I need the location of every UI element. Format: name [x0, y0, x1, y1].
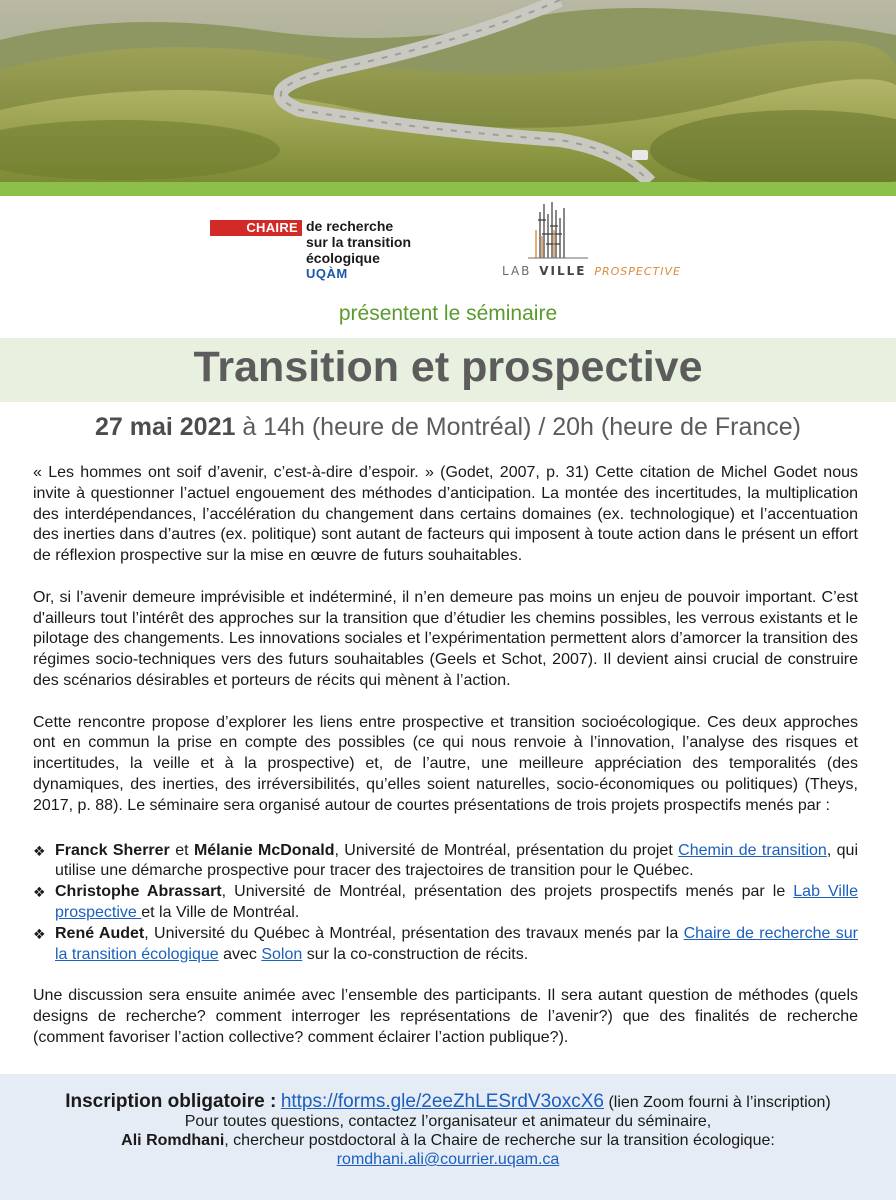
speaker3-text2: avec	[218, 945, 262, 963]
landscape-road-image	[0, 0, 896, 182]
speaker2-text2: et la Ville de Montréal.	[141, 903, 300, 921]
chaire-logo-text	[306, 218, 411, 266]
speaker1-text2: , qui utilise une démarche prospective pour tracer des trajectoires de transition pour le Québec.	[55, 841, 859, 880]
organizer-name: Ali Romdhani	[121, 1132, 225, 1149]
contact-line: Pour toutes questions, contactez l’organisateur et animateur du séminaire,	[184, 1113, 712, 1130]
diamond-bullet-icon: ❖	[33, 925, 46, 942]
hero-banner	[0, 0, 896, 182]
registration-info	[0, 1092, 896, 1169]
email-line	[0, 1150, 896, 1169]
speaker2-text1: , Université de Montréal, présentation des projets prospectifs menés par le	[221, 883, 794, 901]
speaker3-text1: , Université du Québec à Montréal, présentation des travaux menés par la	[144, 924, 684, 942]
organizer-role: , chercheur postdoctoral à la Chaire de recherche sur la transition écologique:	[224, 1132, 775, 1149]
diamond-bullet-icon: ❖	[33, 884, 46, 901]
prospective-word: PROSPECTIVE	[594, 265, 681, 278]
city-skyline-icon	[502, 200, 692, 260]
lab-logo-wordmark	[502, 264, 681, 278]
solon-link[interactable]: Solon	[261, 945, 303, 963]
uqam-wordmark: UQÀM	[306, 266, 348, 281]
inscription-url-link[interactable]: https://forms.gle/2eeZhLESrdV3oxcX6	[280, 1091, 604, 1112]
organizer-line	[0, 1131, 896, 1150]
speaker3-text3: sur la co-construction de récits.	[302, 945, 529, 963]
speaker1-and: et	[169, 841, 194, 859]
speaker-item-abrassart	[33, 882, 858, 924]
inscription-note: (lien Zoom fourni à l’inscription)	[608, 1094, 831, 1111]
seminar-datetime	[0, 413, 896, 442]
ville-word: VILLE	[539, 264, 587, 278]
chaire-line-2: sur la transition	[306, 234, 412, 250]
seminar-description	[33, 463, 858, 1069]
inscription-line	[0, 1092, 896, 1112]
chaire-red-block	[210, 220, 302, 236]
presents-subtitle: présentent le séminaire	[338, 302, 558, 325]
paragraph-1: « Les hommes ont soif d’avenir, c’est-à-dire d’espoir. » (Godet, 2007, p. 31) Cette citation de Michel Godet nous invite à questionner l’actuel engouement des méthodes d’anticipation. La montée des incertitudes, la multiplication des interdépendances, l’accélération du changement dans certains domaines (ex. technologique) et l’accentuation des inerties dans d’autres (ex. politique) sont autant de facteurs qui imposent à toute action dans le présent un effort de réflexion prospective sur la mise en œuvre de futurs souhaitables.	[33, 464, 858, 565]
paragraph-3: Cette rencontre propose d’explorer les liens entre prospective et transition socioécologique. Ces deux approches ont en commun la prise en compte des possibles (ce qui nous renvoie à l’innovation, l’analyse des risques et incertitudes, la veille et à la prospective) et, de l’autre, une meilleure appréciation des temporalités (des dynamiques, des inerties, des irréversibilités, qu’elles soient naturelles, socio-économiques ou politiques) (Theys, 2017, p. 88). Le séminaire sera organisé autour de courtes présentations de trois projets prospectifs menés par :	[33, 713, 858, 814]
speaker-name-1: Franck Sherrer	[55, 841, 170, 859]
chaire-line-1: de recherche	[306, 218, 394, 234]
seminar-date: 27 mai 2021	[94, 413, 236, 441]
speaker-item-audet	[33, 924, 858, 966]
speaker-name-3: Christophe Abrassart	[55, 883, 222, 901]
paragraph-4: Une discussion sera ensuite animée avec l’ensemble des participants. Il sera autant question de méthodes (quels designs de recherche? comment interroger les représentations de l’avenir?) que des finalités de recherche (comment favoriser l’action collective? comment éclairer l’action publique?).	[33, 987, 858, 1046]
seminar-title: Transition et prospective	[193, 343, 703, 391]
inscription-label: Inscription obligatoire :	[65, 1091, 277, 1112]
seminar-time: à 14h (heure de Montréal) / 20h (heure de France)	[235, 413, 801, 441]
green-divider-strip	[0, 182, 896, 196]
speaker-item-sherrer	[33, 841, 858, 883]
chaire-red-label: CHAIRE	[246, 220, 298, 235]
lab-ville-prospective-logo	[502, 200, 692, 284]
chaire-recherche-link[interactable]: Chaire de recherche sur la transition écologique	[55, 924, 859, 963]
speaker-list	[33, 841, 858, 966]
chaire-logo	[210, 218, 430, 284]
lab-ville-prospective-link[interactable]: Lab Ville prospective	[55, 883, 858, 921]
lab-word: LAB	[502, 264, 532, 278]
organizer-email-link[interactable]: romdhani.ali@courrier.uqam.ca	[336, 1151, 560, 1168]
chemin-de-transition-link[interactable]: Chemin de transition	[678, 841, 827, 859]
speaker-name-4: René Audet	[55, 924, 145, 942]
speaker1-text1: , Université de Montréal, présentation du projet	[334, 841, 679, 859]
diamond-bullet-icon: ❖	[33, 842, 46, 859]
chaire-line-3: écologique	[306, 250, 380, 266]
paragraph-2: Or, si l’avenir demeure imprévisible et indéterminé, il n’en demeure pas moins un enjeu de pouvoir important. C’est d'ailleurs tout l’intérêt des approches sur la transition que d’étudier les chemins possibles, les verrous existants et le pilotage des changements. Les innovations sociales et l’expérimentation permettent alors d’amorcer la transition des régimes socio-techniques vers des futurs souhaitables (Geels et Schot, 2007). Il devient ainsi crucial de construire des scénarios désirables et porteurs de récits qui mènent à l’action.	[33, 588, 858, 689]
speaker-name-2: Mélanie McDonald	[193, 841, 335, 859]
